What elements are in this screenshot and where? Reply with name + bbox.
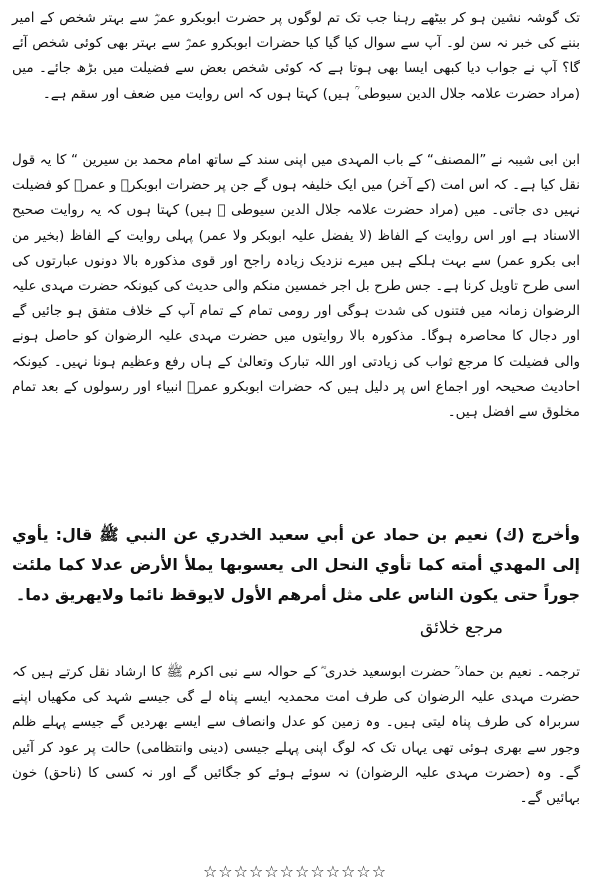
star-ornament-divider: ☆☆☆☆☆☆☆☆☆☆☆☆ (202, 862, 388, 881)
reference-heading: مرجع خلائق (420, 618, 504, 638)
translation-paragraph: ترجمہ۔ نعیم بن حماد ؒ حضرت ابوسعید خدری ؓ کے حوالہ سے نبی اکرم ﷺ کا ارشاد نقل کرتے ہیں کہ حضرت مہدی علیہ الرضوان کی طرف امت محمدیہ ایسے پناہ لے گی جیسے شہد کی مکھیاں اپنے سربراہ کی طرف پناہ لیتی ہیں۔ وہ زمین کو عدل وانصاف سے ایسے بھردیں گے جیسے پہلے ظلم وجور سے بھری ہوئی تھی یہاں تک کہ لوگ اپنی پہلے جیسی (دینی وانتظامی) حالت پر عود کر آئیں گے۔ وہ (حضرت مہدی علیہ الرضوان) نہ سوئے ہوئے کو جگائیں گے اور نہ کسی کا (ناحق) خون بہائیں گے۔ (12, 664, 580, 807)
paragraph-1: تک گوشہ نشین ہو کر بیٹھے رہنا جب تک تم لوگوں پر حضرت ابوبکرو عمرؓ سے بہتر شخص کے امیر بننے کی خبر نہ سن لو۔ آپ سے سوال کیا گیا کیا حضرات ابوبکرو عمرؓ سے بہتر بھی کوئی شخص آئے گا؟ آپ نے جواب دیا کبھی ایسا بھی ہوتا ہے کہ کوئی شخص بعض سے فضیلت میں بڑھ جائے۔ میں (مراد حضرت علامہ جلال الدین سیوطی ؒ ہیں) کہتا ہوں کہ اس روایت میں ضعف اور سقم ہے۔ (12, 10, 580, 102)
paragraph-2: ابن ابی شیبہ نے ”المصنف“ کے باب المہدی میں اپنی سند کے ساتھ امام محمد بن سیرین “ کا یہ قول نقل کیا ہے۔ کہ اس امت (کے آخر) میں ایک خلیفہ ہوں گے جن پر حضرات ابوبکرؓ و عمرؓ کو فضیلت نہیں دی جاتی۔ میں (مراد حضرت علامہ جلال الدین سیوطی ؒ ہیں) کہتا ہوں کہ یہ روایت صحیح الاسناد ہے اور اس روایت کے الفاظ (لا یفضل علیہ ابوبکر ولا عمر) پہلی روایت کے الفاظ (بخیر من ابی بکرو عمر) سے بہت ہلکے ہیں میرے نزدیک زیادہ راجح اور قوی مذکورہ بالا دونوں عبارتوں کی اسی طرح تاویل کرنا ہے۔ جس طرح بل اجر خمسین منکم والی حدیث کی کیونکہ حضرت مہدی علیہ الرضوان زمانہ میں فتنوں کی شدت ہوگی اور رومی تمام کے تمام آپ کے خلاف متفق ہو جائیں گے اور دجال کا محاصرہ ہوگا۔ مذکورہ بالا روایتوں میں حضرت مہدی علیہ الرضوان کو حاصل ہونے والی فضیلت کا مرجع ثواب کی زیادتی اور اللہ تبارک وتعالیٰ کے ہاں رفع وعظیم ہونا نہیں۔ کیونکہ احادیث صحیحہ اور اجماع اس پر دلیل ہیں کہ حضرات ابوبکرو عمرؓ انبیاء اور رسولوں کے بعد تمام مخلوق سے افضل ہیں۔ (12, 152, 580, 421)
arabic-hadith-text: وأخرج (ك) نعيم بن حماد عن أبي سعيد الخدري عن النبي ﷺ قال: يأوي إلى المهدي أمته كما تأوي النحل الى يعسوبها يملأ الأرض عدلا كما ملئت جوراً حتى يكون الناس على مثل أمرهم الأول لايوقظ نائما ولايهريق دما۔ (12, 525, 580, 604)
